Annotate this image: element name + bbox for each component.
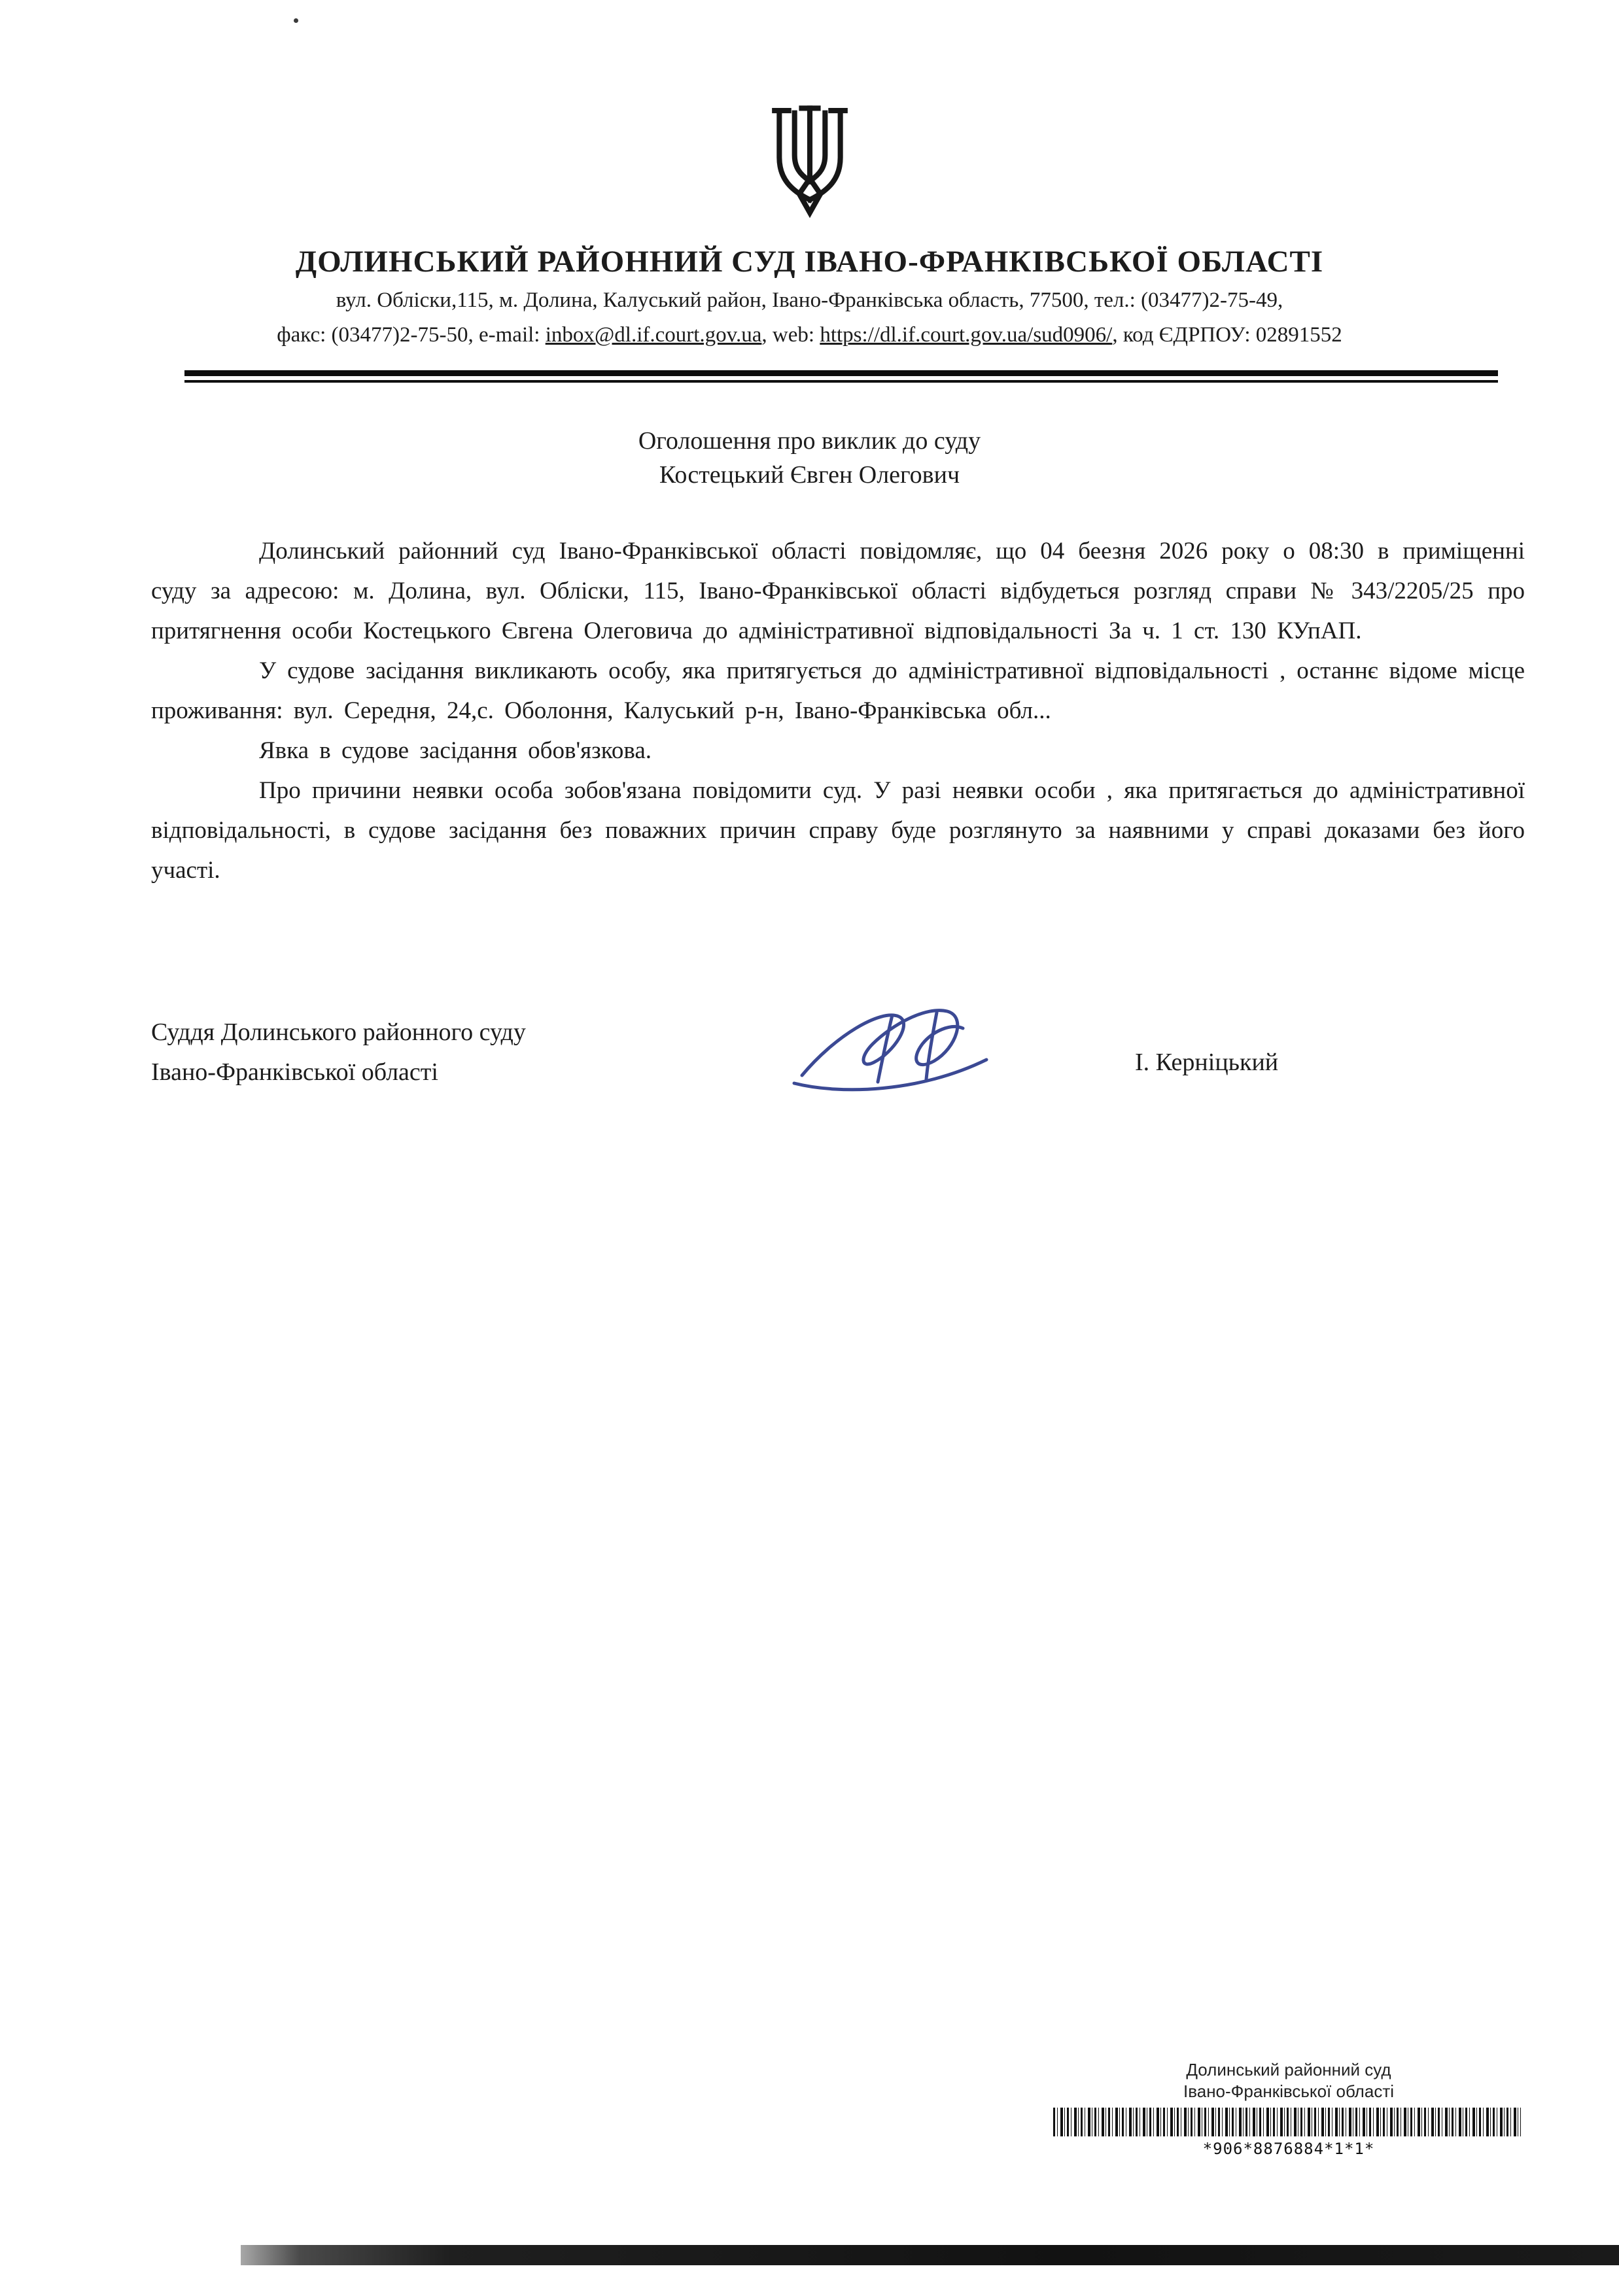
web-link[interactable]: https://dl.if.court.gov.ua/sud0906/ [820, 323, 1113, 347]
web-label: , web: [761, 323, 820, 347]
coat-of-arms-icon [770, 103, 850, 222]
barcode [1053, 2108, 1521, 2136]
announcement-title [0, 424, 1619, 492]
scan-artifact-strip [241, 2245, 1619, 2265]
handwritten-signature [782, 997, 1001, 1121]
email-link[interactable]: inbox@dl.if.court.gov.ua [545, 323, 762, 347]
judge-title-line-1: Суддя Долинського районного суду [151, 1018, 526, 1046]
document-body [151, 531, 1525, 890]
person-name: Костецький Євген Олегович [659, 461, 960, 489]
paragraph-4: Про причини неявки особа зобов'язана повідомити суд. У разі неявки особи , яка притягається до адміністративної відповідальності, в судове засідання без поважних причин справу буде розглянуто за наявними у справі доказами без його участі. [151, 777, 1525, 884]
footer-region: Івано-Франківської області [1183, 2081, 1395, 2101]
judge-title [151, 1013, 526, 1092]
header-divider [184, 370, 1498, 383]
fax-label: факс: (03477)2-75-50, e-mail: [277, 323, 546, 347]
address-line-2 [0, 323, 1619, 347]
paragraph-3: Явка в судове засідання обов'язкова. [259, 737, 652, 764]
letterhead [0, 103, 1619, 347]
address-line-1: вул. Обліски,115, м. Долина, Калуський район, Івано-Франківська область, 77500, тел.: (03477)2-75-49, [336, 288, 1283, 312]
court-name: ДОЛИНСЬКИЙ РАЙОННИЙ СУД ІВАНО-ФРАНКІВСЬКОЇ ОБЛАСТІ [295, 245, 1324, 279]
title-line: Оголошення про виклик до суду [638, 427, 981, 455]
barcode-text: *906*8876884*1*1* [1202, 2140, 1375, 2158]
paragraph-1: Долинський районний суд Івано-Франківської області повідомляє, що 04 беезня 2026 року о 08:30 в приміщенні суду за адресою: м. Долина, вул. Обліски, 115, Івано-Франківської області відбудеться розгляд справи № 343/2205/25 про притягнення особи Костецького Євгена Олеговича до адміністративної відповідальності За ч. 1 ст. 130 КУпАП. [151, 538, 1525, 644]
footer-court-name: Долинський районний суд [1186, 2060, 1391, 2079]
footer-stamp [1053, 2059, 1524, 2160]
scan-artifact-dot [294, 18, 298, 23]
edrpou-label: , код ЄДРПОУ: 02891552 [1112, 323, 1342, 347]
paragraph-2: У судове засідання викликають особу, яка притягується до адміністративної відповідальності , останнє відоме місце проживання: вул. Середня, 24,с. Оболоння, Калуський р-н, Івано-Франківська обл... [151, 657, 1525, 724]
judge-title-line-2: Івано-Франківської області [151, 1058, 438, 1086]
judge-name: І. Керніцький [1135, 1049, 1279, 1076]
